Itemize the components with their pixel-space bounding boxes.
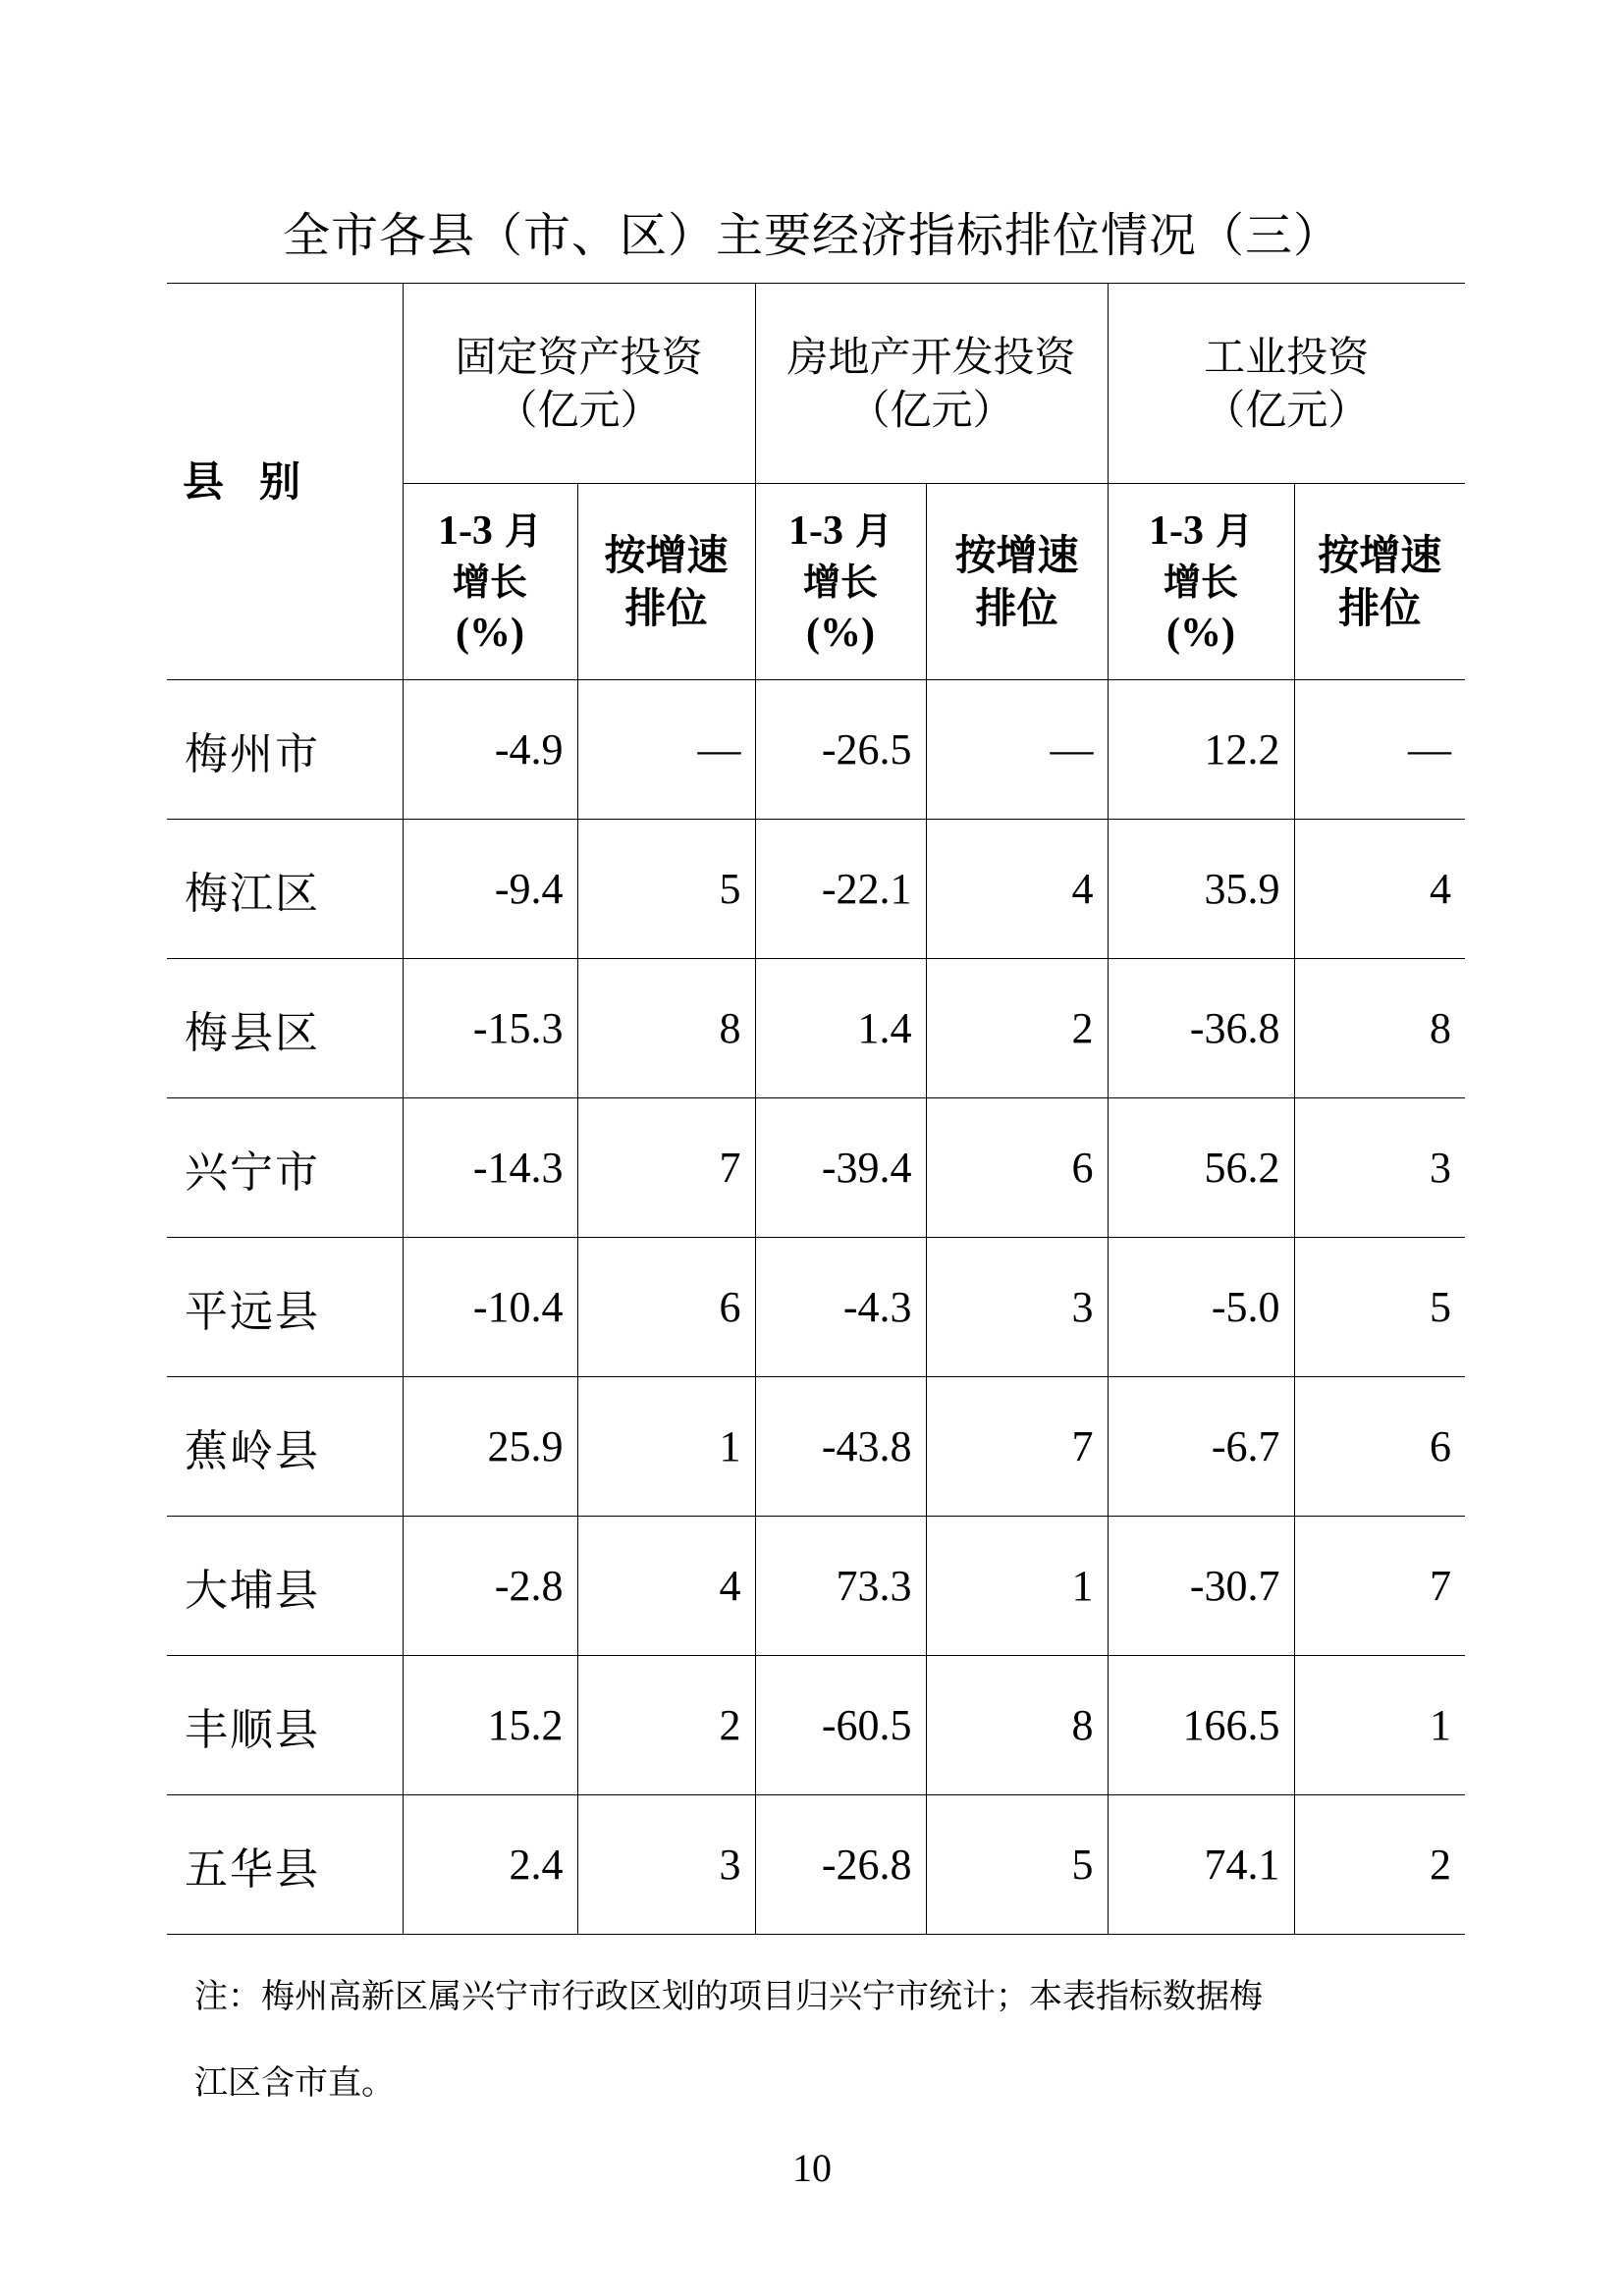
real-estate-growth-cell: 73.3 xyxy=(755,1517,926,1656)
fixed-asset-rank-cell: 5 xyxy=(577,820,755,959)
group-unit: （亿元） xyxy=(848,385,1014,434)
rank-column-header xyxy=(926,484,1108,680)
rank-column-header xyxy=(577,484,755,680)
industrial-growth-cell: 12.2 xyxy=(1108,680,1294,820)
county-name-cell: 梅州市 xyxy=(167,680,403,820)
industrial-growth-cell: -6.7 xyxy=(1108,1377,1294,1517)
industrial-rank-cell: 1 xyxy=(1294,1656,1465,1795)
growth-unit: (%) xyxy=(806,610,875,656)
table-row xyxy=(167,1238,1465,1377)
industrial-rank-cell: 5 xyxy=(1294,1238,1465,1377)
rank-label-line1: 按增速 xyxy=(954,530,1079,579)
real-estate-rank-cell: 3 xyxy=(926,1238,1108,1377)
table-row xyxy=(167,1517,1465,1656)
real-estate-rank-cell: 6 xyxy=(926,1098,1108,1238)
fixed-asset-rank-cell: 8 xyxy=(577,959,755,1098)
ranking-table xyxy=(167,283,1465,1935)
fixed-asset-growth-cell: -9.4 xyxy=(403,820,577,959)
page-title: 全市各县（市、区）主要经济指标排位情况（三） xyxy=(282,208,1341,263)
fixed-asset-growth-cell: -4.9 xyxy=(403,680,577,820)
real-estate-growth-cell: -39.4 xyxy=(755,1098,926,1238)
fixed-asset-rank-cell: 1 xyxy=(577,1377,755,1517)
industrial-rank-cell: — xyxy=(1294,680,1465,820)
fixed-asset-growth-cell: 25.9 xyxy=(403,1377,577,1517)
rank-label-line2: 排位 xyxy=(624,583,708,632)
fixed-asset-growth-cell: -14.3 xyxy=(403,1098,577,1238)
group-name: 工业投资 xyxy=(1204,332,1370,381)
table-row xyxy=(167,1377,1465,1517)
industrial-rank-cell: 7 xyxy=(1294,1517,1465,1656)
industrial-rank-cell: 2 xyxy=(1294,1795,1465,1935)
real-estate-growth-cell: 1.4 xyxy=(755,959,926,1098)
fixed-asset-rank-cell: 3 xyxy=(577,1795,755,1935)
fixed-asset-rank-cell: — xyxy=(577,680,755,820)
industrial-growth-cell: 166.5 xyxy=(1108,1656,1294,1795)
footnote-line: 江区含市直。 xyxy=(194,2063,395,2103)
real-estate-growth-cell: -22.1 xyxy=(755,820,926,959)
real-estate-rank-cell: 2 xyxy=(926,959,1108,1098)
group-unit: （亿元） xyxy=(496,385,662,434)
group-name: 固定资产投资 xyxy=(455,332,703,381)
rank-label-line2: 排位 xyxy=(1338,583,1422,632)
growth-column-header xyxy=(1108,484,1294,680)
industrial-growth-cell: -30.7 xyxy=(1108,1517,1294,1656)
growth-unit: (%) xyxy=(456,610,524,656)
table-row xyxy=(167,1098,1465,1238)
growth-period: 1-3 xyxy=(437,507,493,554)
table-row xyxy=(167,1656,1465,1795)
real-estate-growth-cell: -26.5 xyxy=(755,680,926,820)
county-name-cell: 平远县 xyxy=(167,1238,403,1377)
growth-column-header xyxy=(403,484,577,680)
real-estate-growth-cell: -60.5 xyxy=(755,1656,926,1795)
table-row xyxy=(167,820,1465,959)
county-name-cell: 丰顺县 xyxy=(167,1656,403,1795)
county-name-cell: 兴宁市 xyxy=(167,1098,403,1238)
growth-period: 1-3 xyxy=(1148,507,1204,554)
fixed-asset-rank-cell: 2 xyxy=(577,1656,755,1795)
growth-column-header xyxy=(755,484,926,680)
group-header-industrial xyxy=(1108,284,1465,484)
table-header-row-1 xyxy=(167,284,1465,484)
table-row xyxy=(167,680,1465,820)
group-header-fixed-asset xyxy=(403,284,755,484)
rank-label-line2: 排位 xyxy=(975,583,1058,632)
fixed-asset-rank-cell: 6 xyxy=(577,1238,755,1377)
industrial-growth-cell: 35.9 xyxy=(1108,820,1294,959)
fixed-asset-rank-cell: 4 xyxy=(577,1517,755,1656)
rank-label-line1: 按增速 xyxy=(604,530,729,579)
growth-unit: (%) xyxy=(1166,610,1236,656)
group-unit: （亿元） xyxy=(1204,385,1370,434)
real-estate-rank-cell: 4 xyxy=(926,820,1108,959)
county-name-cell: 梅县区 xyxy=(167,959,403,1098)
industrial-rank-cell: 8 xyxy=(1294,959,1465,1098)
growth-month: 月 xyxy=(1216,508,1254,553)
real-estate-rank-cell: 8 xyxy=(926,1656,1108,1795)
real-estate-rank-cell: — xyxy=(926,680,1108,820)
group-header-real-estate xyxy=(755,284,1108,484)
county-column-header: 县别 xyxy=(167,284,403,680)
growth-label: 增长 xyxy=(1164,560,1239,604)
page-number: 10 xyxy=(792,2146,832,2190)
growth-month: 月 xyxy=(855,508,893,553)
industrial-growth-cell: -36.8 xyxy=(1108,959,1294,1098)
real-estate-growth-cell: -26.8 xyxy=(755,1795,926,1935)
growth-period: 1-3 xyxy=(787,507,843,554)
real-estate-growth-cell: -43.8 xyxy=(755,1377,926,1517)
real-estate-rank-cell: 5 xyxy=(926,1795,1108,1935)
fixed-asset-growth-cell: 15.2 xyxy=(403,1656,577,1795)
county-name-cell: 蕉岭县 xyxy=(167,1377,403,1517)
county-name-cell: 五华县 xyxy=(167,1795,403,1935)
growth-month: 月 xyxy=(505,508,543,553)
county-name-cell: 梅江区 xyxy=(167,820,403,959)
fixed-asset-growth-cell: 2.4 xyxy=(403,1795,577,1935)
growth-label: 增长 xyxy=(803,560,879,604)
real-estate-growth-cell: -4.3 xyxy=(755,1238,926,1377)
group-name: 房地产开发投资 xyxy=(786,332,1076,381)
industrial-growth-cell: 56.2 xyxy=(1108,1098,1294,1238)
fixed-asset-growth-cell: -15.3 xyxy=(403,959,577,1098)
fixed-asset-growth-cell: -2.8 xyxy=(403,1517,577,1656)
table-row xyxy=(167,959,1465,1098)
table-row xyxy=(167,1795,1465,1935)
footnote xyxy=(194,1953,1451,2126)
county-name-cell: 大埔县 xyxy=(167,1517,403,1656)
real-estate-rank-cell: 1 xyxy=(926,1517,1108,1656)
industrial-rank-cell: 3 xyxy=(1294,1098,1465,1238)
real-estate-rank-cell: 7 xyxy=(926,1377,1108,1517)
footnote-line: 注：梅州高新区属兴宁市行政区划的项目归兴宁市统计；本表指标数据梅 xyxy=(194,1977,1263,2016)
table-body xyxy=(167,680,1465,1935)
industrial-rank-cell: 4 xyxy=(1294,820,1465,959)
growth-label: 增长 xyxy=(452,560,527,604)
fixed-asset-rank-cell: 7 xyxy=(577,1098,755,1238)
industrial-growth-cell: -5.0 xyxy=(1108,1238,1294,1377)
industrial-growth-cell: 74.1 xyxy=(1108,1795,1294,1935)
rank-label-line1: 按增速 xyxy=(1318,530,1442,579)
fixed-asset-growth-cell: -10.4 xyxy=(403,1238,577,1377)
rank-column-header xyxy=(1294,484,1465,680)
industrial-rank-cell: 6 xyxy=(1294,1377,1465,1517)
